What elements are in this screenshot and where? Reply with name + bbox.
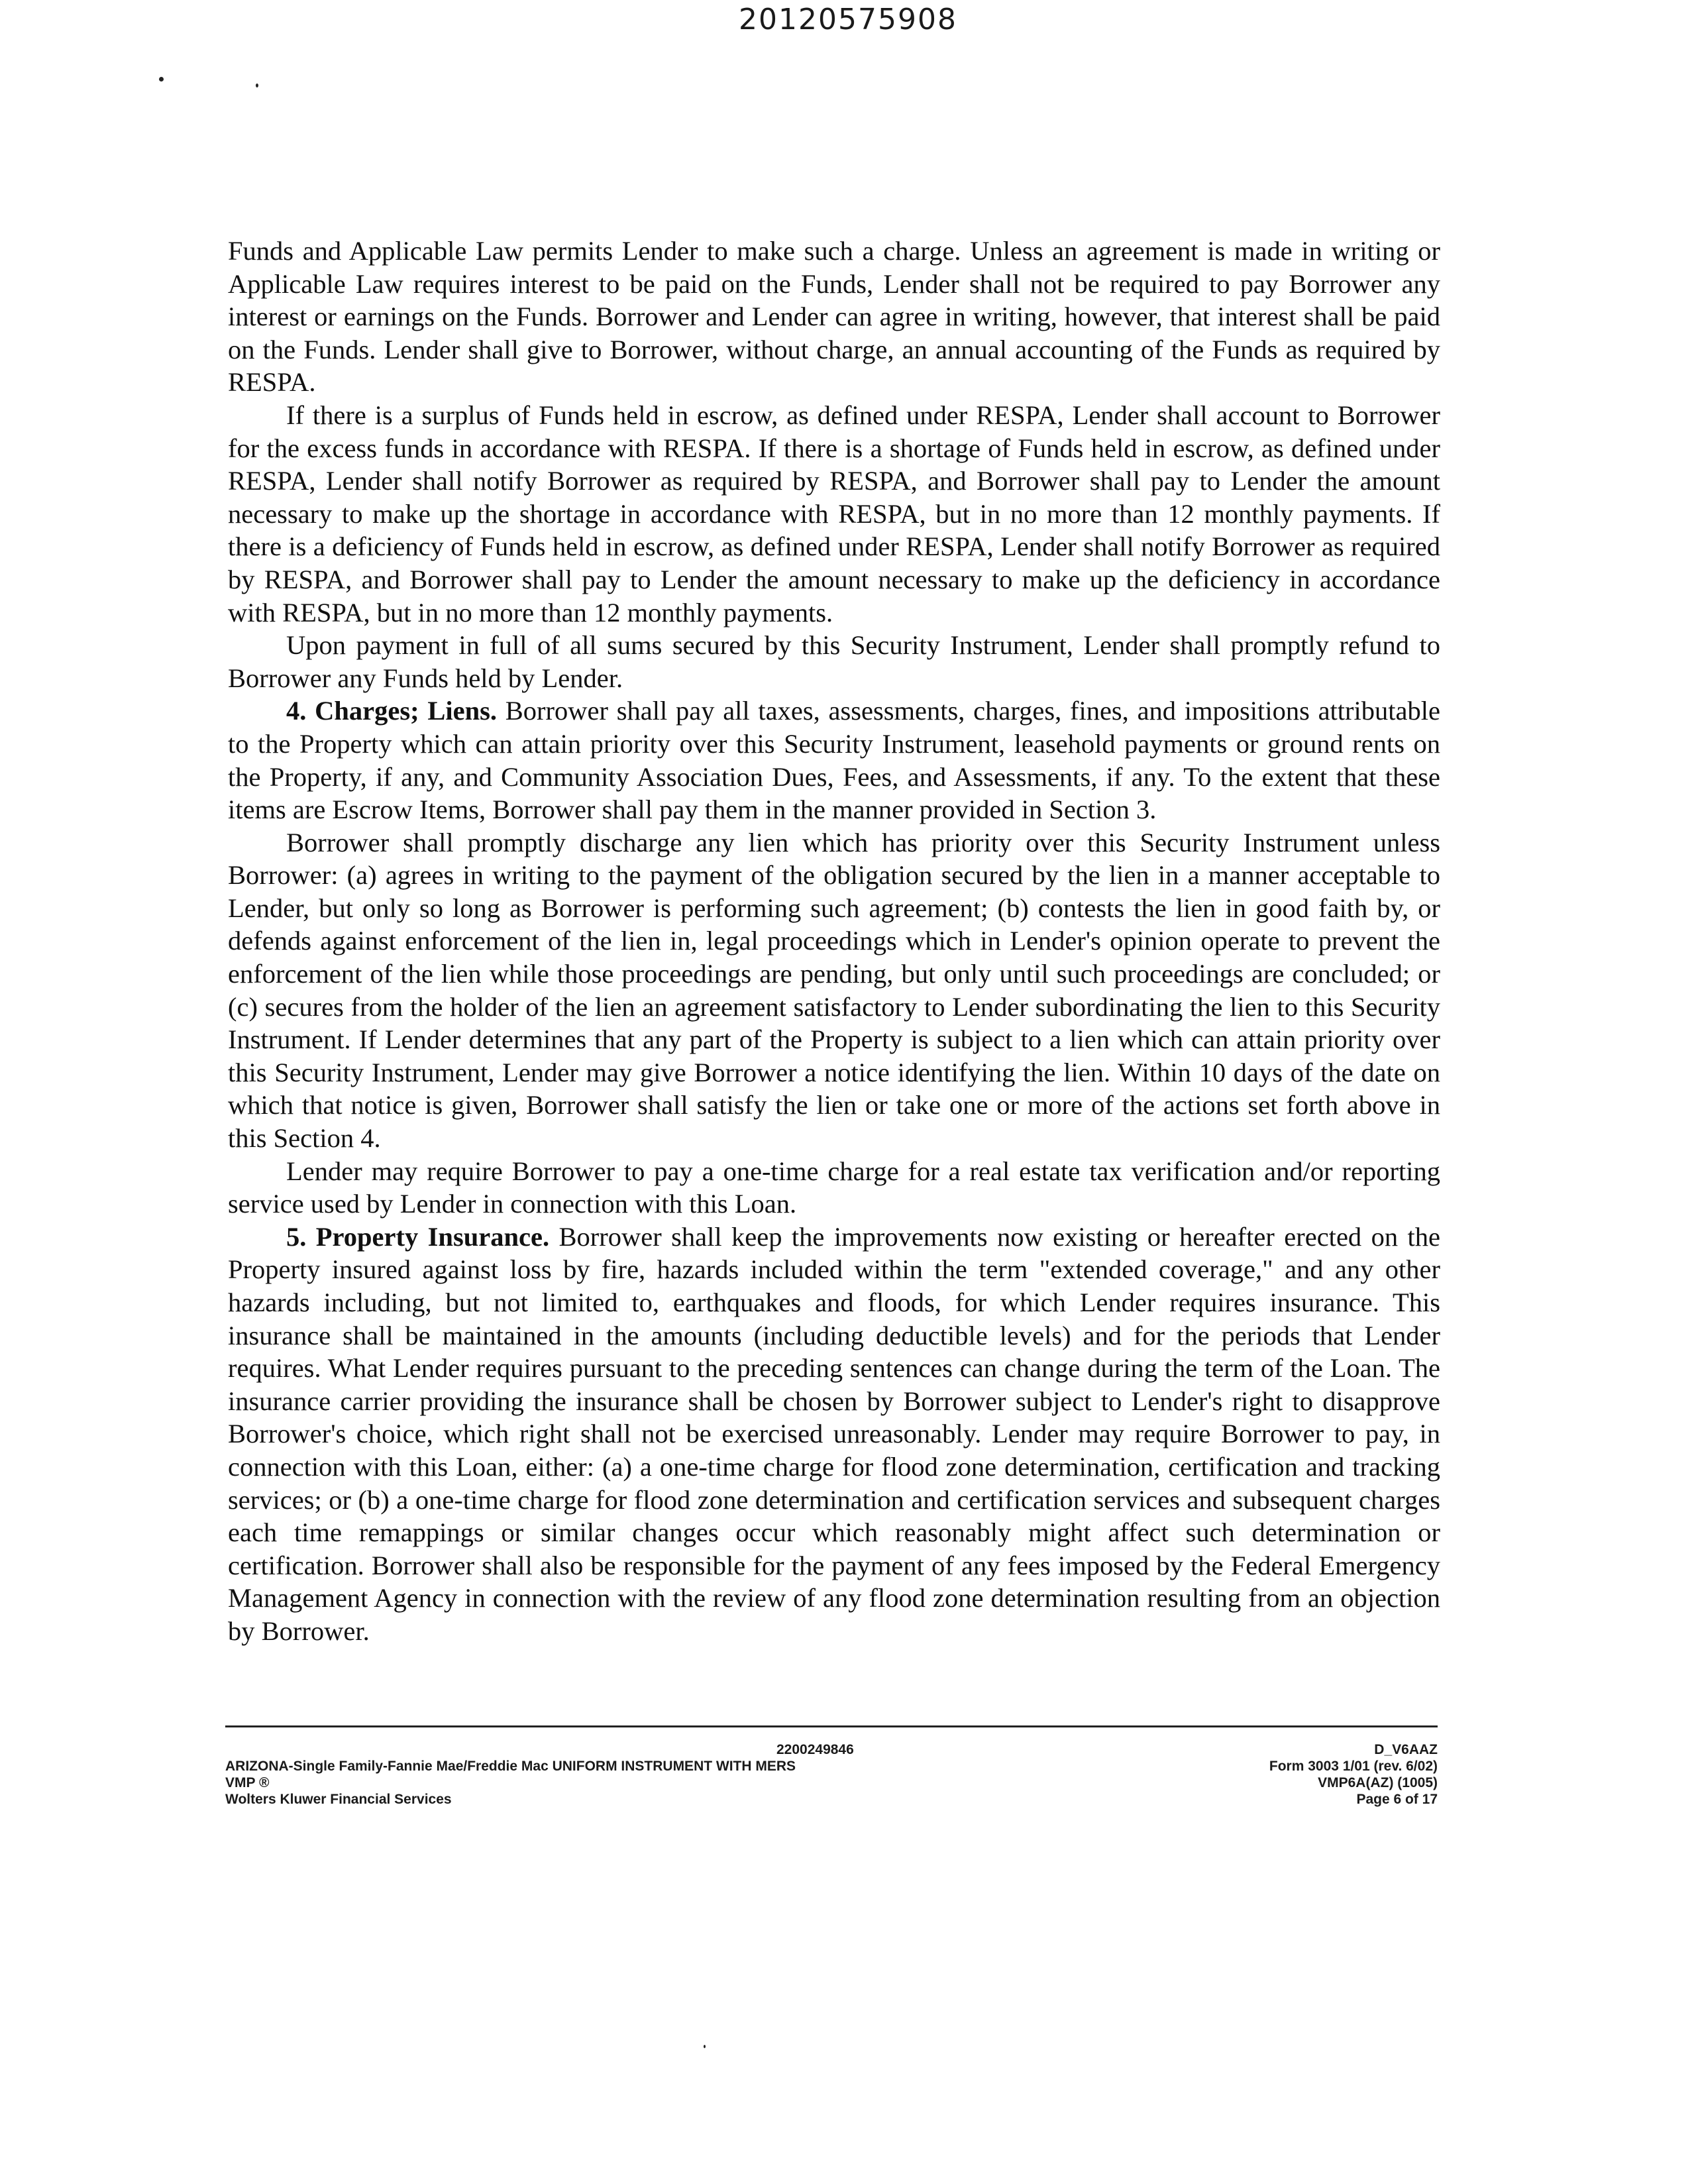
section-5-text: Borrower shall keep the improvements now existing or hereafter erected on the Property insured against loss by fire, hazards included within the term "extended coverage," and any other hazards including, but not limited to, earthquakes and floods, for which Lender requires insurance. This insurance shall be maintained in the amounts (including deductible levels) and for the periods that Lender requires. What Lender requires pursuant to the preceding sentences can change during the term of the Loan. The insurance carrier providing the insurance shall be chosen by Borrower subject to Lender's right to disapprove Borrower's choice, which right shall not be exercised unreasonably. Lender may require Borrower to pay, in connection with this Loan, either: (a) a one-time charge for flood zone determination, certification and tracking services; or (b) a one-time charge for flood zone determination and certification services and subsequent charges each time remappings or similar changes occur which reasonably might affect such determination or certification. Borrower shall also be responsible for the payment of any fees imposed by the Federal Emergency Management Agency in connection with the review of any flood zone determination resulting from an objection by Borrower. xyxy=(228,1221,1440,1646)
section-5-heading: 5. Property Insurance. xyxy=(286,1221,550,1252)
section-4-heading: 4. Charges; Liens. xyxy=(286,696,498,726)
paragraph-escrow-surplus: If there is a surplus of Funds held in escrow, as defined under RESPA, Lender shall account to Borrower for the excess funds in accordance with RESPA. If there is a shortage of Funds held in escrow, as defined under RESPA, Lender shall notify Borrower as required by RESPA, and Borrower shall pay to Lender the amount necessary to make up the shortage in accordance with RESPA, but in no more than 12 monthly payments. If there is a deficiency of Funds held in escrow, as defined under RESPA, Lender shall notify Borrower as required by RESPA, and Borrower shall pay to Lender the amount necessary to make up the deficiency in accordance with RESPA, but in no more than 12 monthly payments. xyxy=(228,400,1440,628)
scan-speck xyxy=(256,83,258,87)
paragraph-refund: Upon payment in full of all sums secured by this Security Instrument, Lender shall promptly refund to Borrower any Funds held by Lender. xyxy=(228,630,1440,693)
paragraph-tax-verification: Lender may require Borrower to pay a one-time charge for a real estate tax verification and/or reporting service used by Lender in connection with this Loan. xyxy=(228,1156,1440,1219)
document-body xyxy=(228,235,1440,1648)
section-4-text: Borrower shall pay all taxes, assessments, charges, fines, and impositions attributable to the Property which can attain priority over this Security Instrument, leasehold payments or ground rents on the Property, if any, and Community Association Dues, Fees, and Assessments, if any. To the extent that these items are Escrow Items, Borrower shall pay them in the manner provided in Section 3. xyxy=(228,696,1441,825)
page-number: Page 6 of 17 xyxy=(1356,1792,1438,1807)
scan-speck xyxy=(704,2045,706,2048)
footer-left xyxy=(225,1741,1086,1808)
form-title: ARIZONA-Single Family-Fannie Mae/Freddie Mac UNIFORM INSTRUMENT WITH MERS xyxy=(225,1759,796,1774)
vmp-code: VMP6A(AZ) (1005) xyxy=(1318,1775,1438,1790)
paragraph-funds-interest: Funds and Applicable Law permits Lender to make such a charge. Unless an agreement is made in writing or Applicable Law requires interest to be paid on the Funds, Lender shall not be required to pay Borrower any interest or earnings on the Funds. Borrower and Lender can agree in writing, however, that interest shall be paid on the Funds. Lender shall give to Borrower, without charge, an annual accounting of the Funds as required by RESPA. xyxy=(228,236,1440,398)
vmp-mark: VMP ® xyxy=(225,1775,270,1790)
loan-number: 2200249846 xyxy=(776,1742,854,1757)
document-number: 20120575908 xyxy=(739,3,957,36)
footer-divider xyxy=(225,1725,1438,1727)
form-code: D_V6AAZ xyxy=(1374,1742,1438,1757)
section-5-property-insurance xyxy=(228,1221,1440,1648)
form-number: Form 3003 1/01 (rev. 6/02) xyxy=(1269,1759,1438,1774)
scan-speck xyxy=(159,77,164,82)
publisher: Wolters Kluwer Financial Services xyxy=(225,1792,452,1807)
paragraph-lien-discharge: Borrower shall promptly discharge any lien which has priority over this Security Instrument unless Borrower: (a) agrees in writing to the payment of the obligation secured by the lien in a manner acceptable to Lender, but only so long as Borrower is performing such agreement; (b) contests the lien in good faith by, or defends against enforcement of the lien in, legal proceedings which in Lender's opinion operate to prevent the enforcement of the lien while those proceedings are pending, but only until such proceedings are concluded; or (c) secures from the holder of the lien an agreement satisfactory to Lender subordinating the lien to this Security Instrument. If Lender determines that any part of the Property is subject to a lien which can attain priority over this Security Instrument, Lender may give Borrower a notice identifying the lien. Within 10 days of the date on which that notice is given, Borrower shall satisfy the lien or take one or more of the actions set forth above in this Section 4. xyxy=(228,827,1440,1154)
section-4-charges-liens xyxy=(228,694,1440,826)
footer-right xyxy=(1106,1741,1438,1808)
